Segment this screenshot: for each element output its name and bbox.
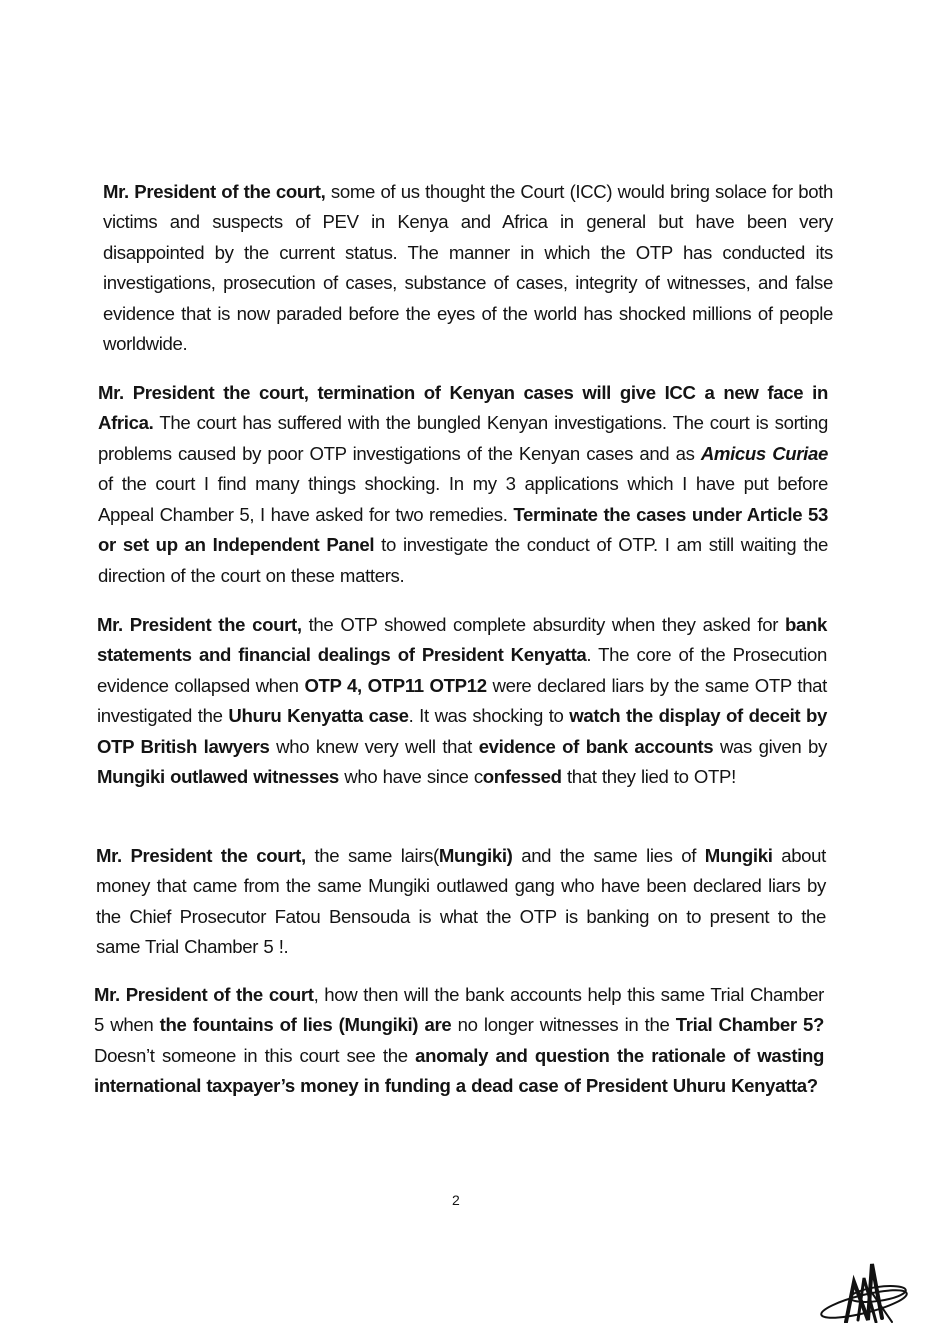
text-segment: were declared liars by the same OTP that investigated the [97,674,827,727]
emphasized-text: Mr. President the court, termination of Kenyan cases will give ICC a new face in Africa. [98,381,828,434]
emphasized-text: Mungiki [704,844,773,866]
emphasized-text: bank statements and financial dealings of President Kenyatta [97,613,827,666]
text-segment: . It was shocking to [408,705,570,727]
text-segment: about money that came from the same Mungiki outlawed gang who have been declared liars by the Chief Prosecutor Fatou Bensouda is what the OTP is banking on to present to the same Trial Chamber 5 !. [96,844,826,958]
text-segment: who knew very well that [269,735,479,757]
emphasized-text: Mr. President the court, [96,844,306,866]
emphasized-text: anomaly and question the rationale of wasting international taxpayer’s money in funding a dead case of President Uhuru Kenyatta? [94,1044,824,1097]
emphasized-text: Terminate the cases under Article 53 or set up an Independent Panel [98,503,828,556]
text-segment: was given by [713,735,827,757]
text-segment: to investigate the conduct of OTP. I am still waiting the direction of the court on these matters. [98,534,828,586]
paragraph-1 [103,177,833,360]
text-segment: of the court I find many things shocking. In my 3 applications which I have put before Appeal Chamber 5, I have asked for two remedies. [98,473,828,525]
text-segment: who have since c [338,766,483,788]
paragraph-5 [94,980,824,1102]
emphasized-text: OTP 4, OTP11 OTP12 [304,674,487,696]
emphasized-text: Mr. President of the court, [103,180,326,202]
emphasized-text: Mungiki) [438,844,513,866]
text-segment: and the same lies of [512,844,705,866]
text-segment: The court has suffered with the bungled Kenyan investigations. The court is sorting problems caused by poor OTP investigations of the Kenyan cases and as [98,412,828,464]
emphasized-text: the fountains of lies (Mungiki) are [159,1014,452,1036]
emphasized-text: Mr. President the court, [97,613,302,635]
paragraph-2 [98,378,828,592]
text-segment: the OTP showed complete absurdity when they asked for [301,613,785,635]
emphasized-text: evidence of bank accounts [478,735,714,757]
emphasized-text: Uhuru Kenyatta case [228,705,409,727]
text-segment: the same lairs( [305,844,439,866]
text-segment: some of us thought the Court (ICC) would bring solace for both victims and suspects of PEV in Kenya and Africa in general but have been very disappointed by the current status. The manner in which the OTP has conducted its investigations, prosecution of cases, substance of cases, integrity of witnesses, and false evidence that is now paraded before the eyes of the world has shocked millions of people worldwide. [103,180,834,355]
text-segment: , how then will the bank accounts help this same Trial Chamber 5 when [94,983,824,1036]
paragraph-3 [97,610,827,793]
emphasized-text: Trial Chamber 5? [675,1014,825,1036]
emphasized-text: onfessed [482,766,562,788]
text-segment: . The core of the Prosecution evidence collapsed when [97,644,827,696]
text-segment: Doesn’t someone in this court see the [94,1044,416,1066]
emphasized-text: Mr. President of the court [94,983,314,1005]
paragraph-4 [96,841,826,963]
text-segment: no longer witnesses in the [451,1014,676,1036]
signature-icon [812,1260,912,1323]
text-segment: that they lied to OTP! [561,766,736,788]
emphasized-text: Amicus Curiae [700,442,828,464]
emphasized-text: watch the display of deceit by OTP British lawyers [97,705,827,757]
emphasized-text: Mungiki outlawed witnesses [97,766,339,788]
page-number: 2 [452,1192,460,1208]
